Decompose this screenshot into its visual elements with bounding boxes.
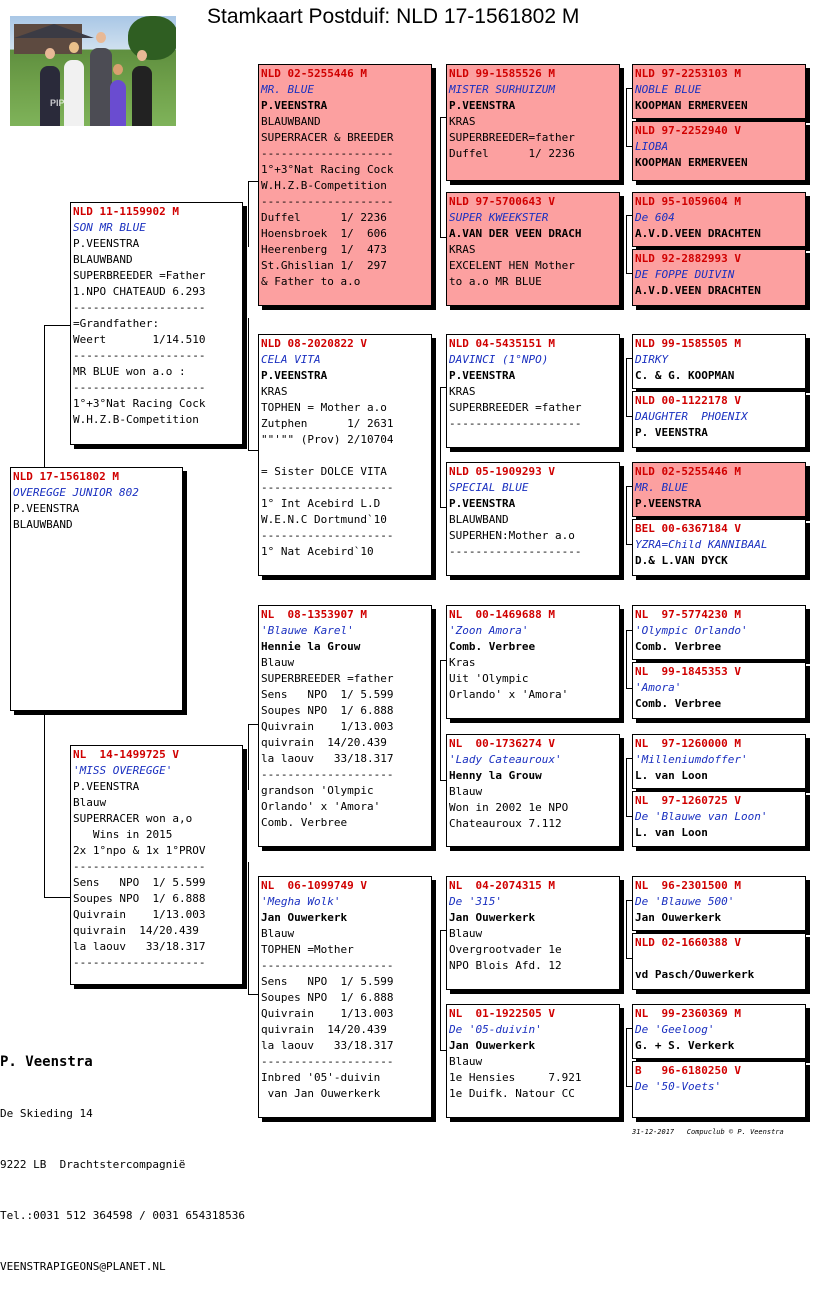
- person-3: [90, 48, 112, 126]
- pigeon-info-line: =Grandfather:: [73, 317, 160, 330]
- pigeon-owner: P.VEENSTRA: [449, 369, 516, 382]
- pigeon-owner: G. + S. Verkerk: [635, 1039, 735, 1052]
- person-5-head: [137, 50, 147, 61]
- pigeon-info-line: Blauw: [73, 796, 107, 809]
- pigeon-info-line: 1.NPO CHATEAUD 6.293: [73, 285, 206, 298]
- pigeon-card-gg-6: [632, 391, 806, 448]
- person-5: [132, 66, 152, 126]
- ring-number: NLD 97-2253103 M: [635, 67, 741, 80]
- pigeon-card-mother-mother: [258, 876, 432, 1118]
- connector-line: [44, 897, 70, 898]
- connector-line: [440, 930, 441, 1050]
- connector-line: [626, 1028, 627, 1086]
- pigeon-card-gg-9: [632, 605, 806, 660]
- connector-line: [626, 486, 627, 544]
- connector-line: [626, 630, 627, 688]
- pigeon-info-line: St.Ghislian 1/ 297: [261, 259, 387, 272]
- pigeon-info-line: --------------------: [261, 768, 394, 781]
- connector-line: [248, 318, 249, 450]
- breeder-email: VEENSTRAPIGEONS@PLANET.NL: [0, 1260, 166, 1273]
- pigeon-info-line: W.E.N.C Dortmund`10: [261, 513, 387, 526]
- pigeon-info-line: --------------------: [261, 195, 394, 208]
- pigeon-info-line: --------------------: [261, 1055, 394, 1068]
- pigeon-info-line: NPO Blois Afd. 12: [449, 959, 562, 972]
- pigeon-info-line: Blauw: [261, 927, 295, 940]
- pigeon-info-line: 1° Int Acebird L.D: [261, 497, 381, 510]
- pigeon-info-line: Inbred '05'-duivin: [261, 1071, 381, 1084]
- pigeon-name: DAVINCI (1°NPO): [449, 353, 549, 366]
- pigeon-owner: Comb. Verbree: [635, 640, 722, 653]
- pigeon-owner: Henny la Grouw: [449, 769, 542, 782]
- pigeon-name: 'Olympic Orlando': [635, 624, 748, 637]
- pigeon-info-line: BLAUWBAND: [13, 518, 73, 531]
- pigeon-name: DAUGHTER PHOENIX: [635, 410, 748, 423]
- pigeon-info-line: TOPHEN =Mother: [261, 943, 354, 956]
- pigeon-name: De '50-Voets': [635, 1080, 722, 1093]
- pigeon-info-line: --------------------: [73, 301, 206, 314]
- pigeon-card-gg-11: [632, 734, 806, 789]
- pigeon-info-line: --------------------: [73, 381, 206, 394]
- ring-number: NLD 05-1909293 V: [449, 465, 555, 478]
- footer-credit: 31-12-2017 Compuclub © P. Veenstra: [632, 1128, 784, 1136]
- connector-line: [248, 724, 258, 725]
- pigeon-name: NOBLE BLUE: [635, 83, 702, 96]
- pigeon-card-fm-mother: [446, 462, 620, 576]
- pigeon-info-line: W.H.Z.B-Competition: [73, 413, 199, 426]
- pigeon-info-line: Duffel 1/ 2236: [261, 211, 387, 224]
- pigeon-info-line: --------------------: [261, 481, 394, 494]
- pigeon-info-line: KRAS: [449, 115, 476, 128]
- pigeon-info-line: & Father to a.o: [261, 275, 361, 288]
- pigeon-info-line: 1°+3°Nat Racing Cock: [261, 163, 394, 176]
- pigeon-card-mm-father: [446, 876, 620, 990]
- ring-number: NL 97-5774230 M: [635, 608, 741, 621]
- person-3-head: [96, 32, 106, 43]
- pigeon-card-gg-7: [632, 462, 806, 517]
- connector-line: [626, 88, 627, 146]
- pigeon-owner: L. van Loon: [635, 769, 708, 782]
- connector-line: [626, 900, 627, 958]
- ring-number: NLD 02-5255446 M: [261, 67, 367, 80]
- pigeon-info-line: 1° Nat Acebird`10: [261, 545, 374, 558]
- pigeon-info-line: --------------------: [449, 417, 582, 430]
- breeder-name: P. Veenstra: [0, 1054, 93, 1070]
- pigeon-info-line: Quivrain 1/13.003: [261, 720, 394, 733]
- pigeon-owner: A.V.D.VEEN DRACHTEN: [635, 227, 761, 240]
- breeder-phone: Tel.:0031 512 364598 / 0031 654318536: [0, 1209, 246, 1222]
- pigeon-name: 'Zoon Amora': [449, 624, 529, 637]
- pigeon-info-line: BLAUWBAND: [449, 513, 509, 526]
- pigeon-name: MISTER SURHUIZUM: [449, 83, 555, 96]
- pigeon-owner: KOOPMAN ERMERVEEN: [635, 99, 748, 112]
- connector-line: [248, 450, 258, 451]
- pigeon-info-line: quivrain 14/20.439: [261, 736, 387, 749]
- ring-number: NLD 08-2020822 V: [261, 337, 367, 350]
- pigeon-name: 'Lady Cateauroux': [449, 753, 562, 766]
- pigeon-info-line: Hoensbroek 1/ 606: [261, 227, 387, 240]
- pigeon-card-gg-8: [632, 519, 806, 576]
- pigeon-info-line: Orlando' x 'Amora': [261, 800, 381, 813]
- pigeon-info-line: Orlando' x 'Amora': [449, 688, 569, 701]
- pigeon-owner: P.VEENSTRA: [635, 497, 702, 510]
- pigeon-card-mf-father: [446, 605, 620, 719]
- connector-line: [440, 117, 441, 237]
- pigeon-info-line: to a.o MR BLUE: [449, 275, 542, 288]
- pigeon-owner: Jan Ouwerkerk: [449, 1039, 536, 1052]
- pigeon-name: DE FOPPE DUIVIN: [635, 268, 735, 281]
- ring-number: NLD 11-1159902 M: [73, 205, 179, 218]
- pigeon-info-line: Blauw: [449, 785, 483, 798]
- pigeon-info-line: EXCELENT HEN Mother: [449, 259, 575, 272]
- ring-number: NL 97-1260000 M: [635, 737, 741, 750]
- pigeon-info-line: Soupes NPO 1/ 6.888: [261, 991, 394, 1004]
- ring-number: NLD 17-1561802 M: [13, 470, 119, 483]
- pigeon-card-father: [70, 202, 243, 445]
- pigeon-card-mm-mother: [446, 1004, 620, 1118]
- pigeon-owner: P.VEENSTRA: [449, 99, 516, 112]
- pigeon-card-mf-mother: [446, 734, 620, 847]
- ring-number: NL 99-1845353 V: [635, 665, 741, 678]
- pigeon-info-line: Wins in 2015: [73, 828, 173, 841]
- pigeon-info-line: Soupes NPO 1/ 6.888: [73, 892, 206, 905]
- pigeon-info-line: Quivrain 1/13.003: [73, 908, 206, 921]
- pigeon-card-gg-1: [632, 64, 806, 119]
- pigeon-info-line: [635, 951, 805, 967]
- connector-line: [440, 660, 441, 780]
- pigeon-card-gg-5: [632, 334, 806, 389]
- pigeon-card-father-father: [258, 64, 432, 306]
- pigeon-card-subject: [10, 467, 183, 711]
- pigeon-owner: Jan Ouwerkerk: [635, 911, 722, 924]
- pigeon-card-gg-14: [632, 933, 806, 990]
- ring-number: NL 06-1099749 V: [261, 879, 367, 892]
- pigeon-owner: A.V.D.VEEN DRACHTEN: [635, 284, 761, 297]
- pigeon-owner: P.VEENSTRA: [261, 369, 328, 382]
- pigeon-info-line: Soupes NPO 1/ 6.888: [261, 704, 394, 717]
- pigeon-name: OVEREGGE JUNIOR 802: [13, 486, 139, 499]
- pigeon-info-line: 2x 1°npo & 1x 1°PROV: [73, 844, 206, 857]
- pigeon-name: DIRKY: [635, 353, 669, 366]
- connector-line: [626, 758, 627, 816]
- roof-shape: [14, 24, 94, 38]
- breeder-street: De Skieding 14: [0, 1107, 93, 1120]
- ring-number: NL 01-1922505 V: [449, 1007, 555, 1020]
- pigeon-name: SUPER KWEEKSTER: [449, 211, 549, 224]
- pigeon-name: De '315': [449, 895, 502, 908]
- pigeon-name: 'Megha Wolk': [261, 895, 341, 908]
- person-2: [64, 60, 84, 126]
- connector-line: [248, 181, 258, 182]
- pigeon-card-fm-father: [446, 334, 620, 448]
- pigeon-owner: Hennie la Grouw: [261, 640, 361, 653]
- pigeon-info-line: Duffel 1/ 2236: [449, 147, 575, 160]
- pigeon-info-line: Overgrootvader 1e: [449, 943, 562, 956]
- pigeon-name: 'Milleniumdoffer': [635, 753, 748, 766]
- pigeon-info-line: --------------------: [73, 860, 206, 873]
- pigeon-info-line: SUPERBREEDER =father: [449, 401, 582, 414]
- ring-number: BEL 00-6367184 V: [635, 522, 741, 535]
- pigeon-info-line: Chateauroux 7.112: [449, 817, 562, 830]
- pigeon-name: LIOBA: [635, 140, 669, 153]
- pigeon-owner: Jan Ouwerkerk: [261, 911, 348, 924]
- ring-number: NLD 97-5700643 V: [449, 195, 555, 208]
- ring-number: NL 08-1353907 M: [261, 608, 367, 621]
- pigeon-info-line: SUPERRACER & BREEDER: [261, 131, 394, 144]
- pigeon-card-gg-2: [632, 121, 806, 181]
- pigeon-info-line: KRAS: [449, 385, 476, 398]
- pigeon-info-line: BLAUWBAND: [261, 115, 321, 128]
- connector-line: [626, 358, 627, 416]
- pigeon-owner: A.VAN DER VEEN DRACH: [449, 227, 582, 240]
- ring-number: NL 99-2360369 M: [635, 1007, 741, 1020]
- pigeon-info-line: --------------------: [73, 956, 206, 969]
- pigeon-info-line: KRAS: [261, 385, 288, 398]
- connector-line: [248, 994, 258, 995]
- pigeon-info-line: la laouv 33/18.317: [261, 1039, 394, 1052]
- pigeon-info-line: grandson 'Olympic: [261, 784, 374, 797]
- pigeon-card-mother: [70, 745, 243, 985]
- ring-number: NL 00-1469688 M: [449, 608, 555, 621]
- ring-number: NL 96-2301500 M: [635, 879, 741, 892]
- pigeon-info-line: MR BLUE won a.o :: [73, 365, 186, 378]
- ring-number: NLD 02-5255446 M: [635, 465, 741, 478]
- family-photo-icon: [10, 16, 176, 126]
- pigeon-card-mother-father: [258, 605, 432, 847]
- pigeon-info-line: Sens NPO 1/ 5.599: [261, 975, 394, 988]
- ring-number: B 96-6180250 V: [635, 1064, 741, 1077]
- ring-number: NL 97-1260725 V: [635, 794, 741, 807]
- pigeon-owner: Comb. Verbree: [635, 697, 722, 710]
- pigeon-card-gg-4: [632, 249, 806, 306]
- ring-number: NL 14-1499725 V: [73, 748, 179, 761]
- pigeon-card-father-mother: [258, 334, 432, 576]
- pigeon-name: 'Amora': [635, 681, 682, 694]
- pigeon-card-ff-father: [446, 64, 620, 181]
- pigeon-owner: L. van Loon: [635, 826, 708, 839]
- ring-number: NLD 92-2882993 V: [635, 252, 741, 265]
- pigeon-info-line: BLAUWBAND: [73, 253, 133, 266]
- pigeon-name: 'MISS OVEREGGE': [73, 764, 173, 777]
- pigeon-info-line: P.VEENSTRA: [73, 780, 140, 793]
- breeder-address-block: [0, 1019, 245, 1292]
- ring-number: NLD 99-1585526 M: [449, 67, 555, 80]
- pigeon-owner: KOOPMAN ERMERVEEN: [635, 156, 748, 169]
- pigeon-info-line: = Sister DOLCE VITA: [261, 465, 387, 478]
- pigeon-info-line: Blauw: [449, 1055, 483, 1068]
- pigeon-info-line: Heerenberg 1/ 473: [261, 243, 387, 256]
- ring-number: NLD 99-1585505 M: [635, 337, 741, 350]
- ring-number: NLD 02-1660388 V: [635, 936, 741, 949]
- pigeon-info-line: --------------------: [449, 545, 582, 558]
- pigeon-info-line: la laouv 33/18.317: [261, 752, 394, 765]
- ring-number: NL 00-1736274 V: [449, 737, 555, 750]
- pigeon-info-line: TOPHEN = Mother a.o: [261, 401, 387, 414]
- pigeon-info-line: quivrain 14/20.439: [73, 924, 199, 937]
- pigeon-info-line: W.H.Z.B-Competition: [261, 179, 387, 192]
- pigeon-info-line: SUPERBREEDER=father: [449, 131, 575, 144]
- pigeon-info-line: --------------------: [261, 147, 394, 160]
- pigeon-owner: C. & G. KOOPMAN: [635, 369, 735, 382]
- connector-line: [44, 712, 45, 897]
- page-title: Stamkaart Postduif: NLD 17-1561802 M: [207, 5, 580, 28]
- pigeon-owner: Jan Ouwerkerk: [449, 911, 536, 924]
- pigeon-info-line: Quivrain 1/13.003: [261, 1007, 394, 1020]
- pigeon-info-line: P.VEENSTRA: [73, 237, 140, 250]
- person-1: [40, 66, 60, 126]
- ring-number: NL 04-2074315 M: [449, 879, 555, 892]
- ring-number: NLD 95-1059604 M: [635, 195, 741, 208]
- pigeon-info-line: SUPERBREEDER =Father: [73, 269, 206, 282]
- pigeon-name: MR. BLUE: [261, 83, 314, 96]
- connector-line: [248, 181, 249, 247]
- pigeon-info-line: Blauw: [261, 656, 295, 669]
- pigeon-info-line: Weert 1/14.510: [73, 333, 206, 346]
- pigeon-name: SPECIAL BLUE: [449, 481, 529, 494]
- pigeon-info-line: --------------------: [73, 349, 206, 362]
- pigeon-owner: P.VEENSTRA: [261, 99, 328, 112]
- pigeon-name: YZRA=Child KANNIBAAL: [635, 538, 768, 551]
- pigeon-card-gg-3: [632, 192, 806, 247]
- ring-number: NLD 97-2252940 V: [635, 124, 741, 137]
- breeder-city: 9222 LB Drachtstercompagnië: [0, 1158, 186, 1171]
- ring-number: NLD 00-1122178 V: [635, 394, 741, 407]
- pigeon-name: CELA VITA: [261, 353, 321, 366]
- pigeon-owner: P. VEENSTRA: [635, 426, 708, 439]
- pigeon-card-gg-12: [632, 791, 806, 847]
- pigeon-name: 'Blauwe Karel': [261, 624, 354, 637]
- pigeon-card-gg-13: [632, 876, 806, 931]
- pigeon-info-line: SUPERHEN:Mother a.o: [449, 529, 575, 542]
- pigeon-card-gg-10: [632, 662, 806, 719]
- pigeon-info-line: --------------------: [261, 529, 394, 542]
- pigeon-info-line: Won in 2002 1e NPO: [449, 801, 569, 814]
- connector-line: [626, 215, 627, 273]
- pigeon-card-ff-mother: [446, 192, 620, 306]
- pigeon-info-line: Sens NPO 1/ 5.599: [261, 688, 394, 701]
- pigeon-info-line: Comb. Verbree: [261, 816, 348, 829]
- pigeon-name: De 'Blauwe 500': [635, 895, 735, 908]
- pigeon-info-line: 1e Hensies 7.921: [449, 1071, 582, 1084]
- pigeon-card-gg-15: [632, 1004, 806, 1059]
- pigeon-owner: P.VEENSTRA: [449, 497, 516, 510]
- pigeon-info-line: la laouv 33/18.317: [73, 940, 206, 953]
- pigeon-info-line: quivrain 14/20.439: [261, 1023, 387, 1036]
- connector-line: [44, 325, 70, 326]
- pigeon-info-line: Uit 'Olympic: [449, 672, 529, 685]
- pigeon-info-line: P.VEENSTRA: [13, 502, 80, 515]
- connector-line: [44, 325, 45, 468]
- connector-line: [248, 862, 249, 994]
- pigeon-info-line: ""'"" (Prov) 2/10704: [261, 433, 394, 446]
- person-1-head: [45, 48, 55, 59]
- pigeon-owner: vd Pasch/Ouwerkerk: [635, 968, 755, 981]
- person-4: [110, 80, 126, 126]
- pigeon-info-line: 1e Duifk. Natour CC: [449, 1087, 575, 1100]
- tree-shape: [128, 16, 176, 60]
- pigeon-info-line: SUPERBREEDER =father: [261, 672, 394, 685]
- person-2-head: [69, 42, 79, 53]
- pigeon-info-line: SUPERRACER won a,o: [73, 812, 193, 825]
- ring-number: NLD 04-5435151 M: [449, 337, 555, 350]
- pigeon-name: De 604: [635, 211, 675, 224]
- pigeon-card-gg-16: [632, 1061, 806, 1118]
- pigeon-info-line: Blauw: [449, 927, 483, 940]
- pigeon-name: SON MR BLUE: [73, 221, 146, 234]
- person-4-head: [113, 64, 123, 75]
- pigeon-name: De 'Geeloog': [635, 1023, 715, 1036]
- pigeon-name: De '05-duivin': [449, 1023, 542, 1036]
- pigeon-owner: D.& L.VAN DYCK: [635, 554, 728, 567]
- pigeon-info-line: [261, 448, 431, 464]
- pigeon-info-line: --------------------: [261, 959, 394, 972]
- pigeon-owner: Comb. Verbree: [449, 640, 536, 653]
- pigeon-info-line: Kras: [449, 656, 476, 669]
- photo-watermark: PIP: [50, 98, 65, 108]
- pigeon-info-line: KRAS: [449, 243, 476, 256]
- pigeon-name: MR. BLUE: [635, 481, 688, 494]
- connector-line: [248, 724, 249, 790]
- pigeon-info-line: Zutphen 1/ 2631: [261, 417, 394, 430]
- connector-line: [440, 387, 441, 507]
- pigeon-info-line: Sens NPO 1/ 5.599: [73, 876, 206, 889]
- pigeon-info-line: 1°+3°Nat Racing Cock: [73, 397, 206, 410]
- pigeon-name: De 'Blauwe van Loon': [635, 810, 768, 823]
- pigeon-info-line: van Jan Ouwerkerk: [261, 1087, 381, 1100]
